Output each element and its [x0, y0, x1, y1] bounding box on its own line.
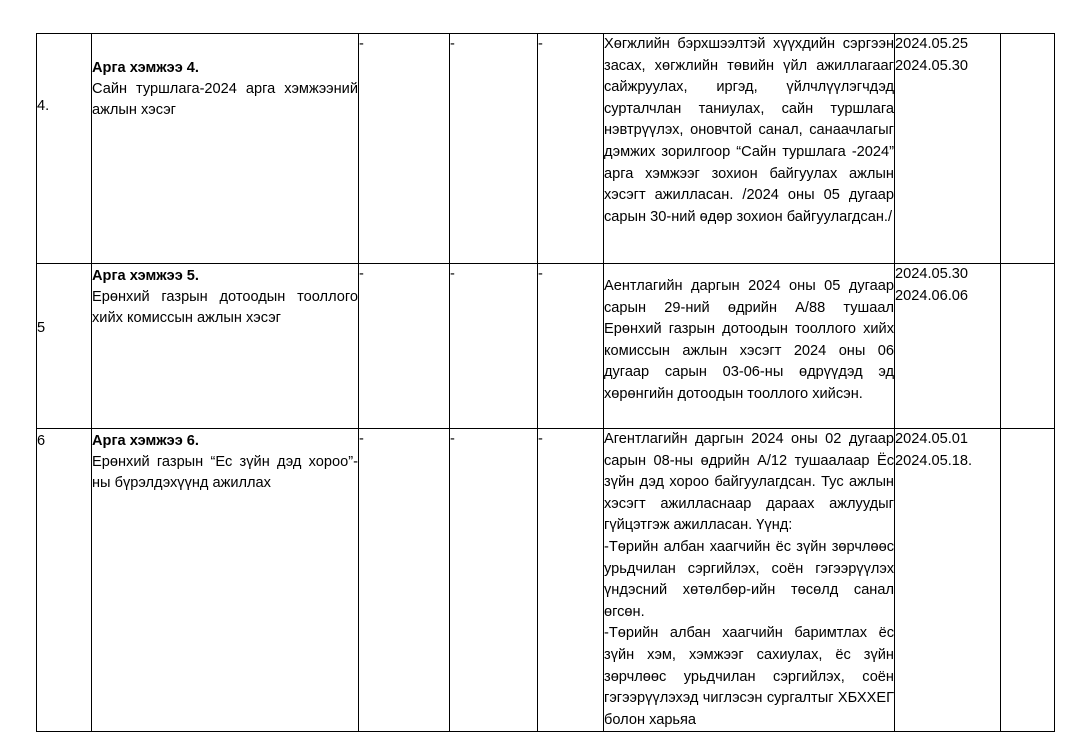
row-number: 5 [37, 320, 46, 336]
mark-cell [359, 34, 450, 264]
report-table [36, 33, 1055, 732]
table-row [37, 34, 1055, 264]
empty-cell [1001, 34, 1055, 264]
result-cell [604, 34, 895, 264]
dates-cell [895, 429, 1001, 732]
dash-mark: - [359, 36, 364, 52]
mark-cell [450, 429, 538, 732]
result-cell [604, 429, 895, 732]
result-paragraph: -Төрийн албан хаагчийн ёс зүйн зөрчлөөс урьдчилан сэргийлэх, соён гэгээрүүлэх үндэсний хөтөлбөр-ийн төсөлд санал өгсөн. [604, 538, 894, 620]
date-value: 2024.06.06 [895, 287, 969, 304]
activity-cell [92, 429, 359, 732]
mark-cell [450, 264, 538, 429]
result-cell [604, 264, 895, 429]
mark-cell [359, 264, 450, 429]
dates-cell [895, 264, 1001, 429]
activity-cell [92, 264, 359, 429]
mark-cell [538, 429, 604, 732]
date-value: 2024.05.30 [895, 266, 969, 282]
dash-mark: - [450, 266, 455, 282]
dash-mark: - [359, 431, 364, 447]
row-number-cell [37, 429, 92, 732]
result-paragraph: Хөгжлийн бэрхшээлтэй хүүхдийн сэргээн засах, хөгжлийн төвийн үйл ажиллагааг сайжруулах, иргэд, үйлчлүүлэгчдэд сурталчлан таниулах, сайн туршлага нэвтрүүлэх, оновчтой санал, санаачлагыг дэмжих зорилгоор “Сайн туршлага -2024” арга хэмжээг зохион байгуулах ажлын хэсэгт ажилласан. /2024 оны 05 дугаар сарын 30-ний өдөр зохион байгуулагдсан./ [604, 36, 894, 225]
dates-cell [895, 34, 1001, 264]
date-value: 2024.05.30 [895, 57, 969, 74]
dash-mark: - [538, 36, 543, 52]
activity-title: Арга хэмжээ 5. [92, 268, 199, 284]
empty-cell [1001, 429, 1055, 732]
table-row [37, 429, 1055, 732]
activity-subtitle: Ерөнхий газрын дотоодын тооллого хийх комиссын ажлын хэсэг [92, 288, 358, 326]
result-paragraph: Агентлагийн даргын 2024 оны 02 дугаар сарын 08-ны өдрийн А/12 тушаалаар Ёс зүйн дэд хороо байгуулагдсан. Тус ажлын хэсэгт ажилласнаар дараах ажлуудыг гүйцэтгэж ажилласан. Үүнд: [604, 431, 894, 534]
mark-cell [359, 429, 450, 732]
activity-title: Арга хэмжээ 6. [92, 433, 199, 449]
dash-mark: - [359, 266, 364, 282]
mark-cell [450, 34, 538, 264]
result-paragraph: Аентлагийн даргын 2024 оны 05 дугаар сарын 29-ний өдрийн А/88 тушаал Ерөнхий газрын дотоодын тооллого хийх комиссын ажлын хэсэгт 2024 оны 06 дугаар сарын 03-06-ны өдрүүдэд эд хөрөнгийн дотоодын тооллого хийсэн. [604, 278, 894, 402]
date-value: 2024.05.18. [895, 452, 973, 469]
row-number-cell [37, 264, 92, 429]
dash-mark: - [538, 266, 543, 282]
row-number: 4. [37, 98, 50, 114]
result-paragraph: -Төрийн албан хаагчийн баримтлах ёс зүйн хэм, хэмжээг сахиулах, ёс зүйн зөрчлөөс урьдчилан сэргийлэх, соён гэгээрүүлэхэд чиглэсэн сургалтыг ХБХХЕГ болон харьяа [604, 625, 894, 728]
activity-subtitle: Ерөнхий газрын “Ес зүйн дэд хороо”-ны бүрэлдэхүүнд ажиллах [92, 453, 358, 491]
row-number-cell [37, 34, 92, 264]
dash-mark: - [538, 431, 543, 447]
date-value: 2024.05.25 [895, 36, 969, 52]
activity-title: Арга хэмжээ 4. [92, 60, 199, 76]
date-value: 2024.05.01 [895, 431, 969, 447]
dash-mark: - [450, 431, 455, 447]
activity-cell [92, 34, 359, 264]
table-row [37, 264, 1055, 429]
activity-subtitle: Сайн туршлага-2024 арга хэмжээний ажлын хэсэг [92, 80, 358, 118]
mark-cell [538, 264, 604, 429]
empty-cell [1001, 264, 1055, 429]
row-number: 6 [37, 433, 46, 449]
dash-mark: - [450, 36, 455, 52]
mark-cell [538, 34, 604, 264]
